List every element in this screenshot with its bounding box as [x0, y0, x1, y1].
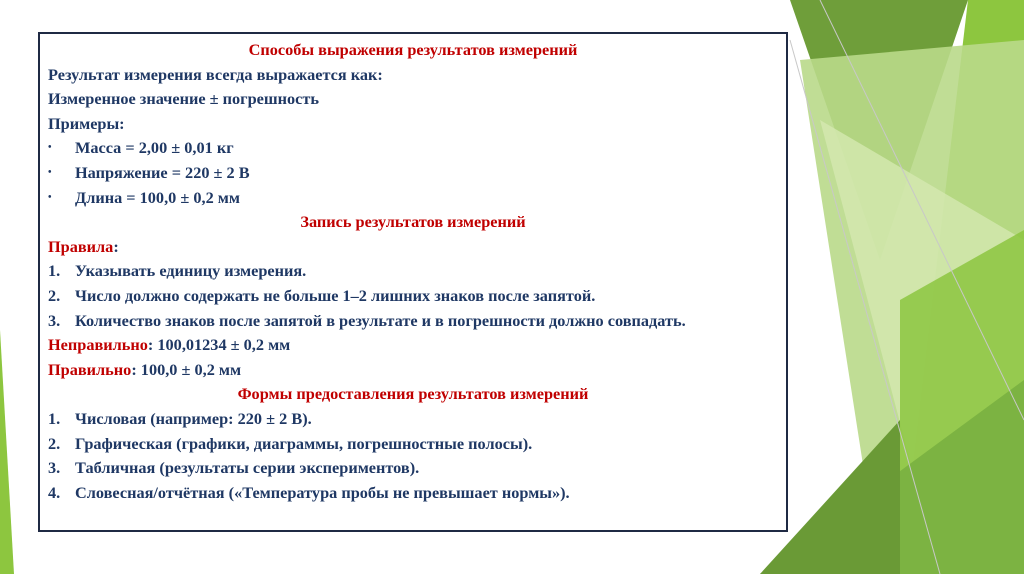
- rule-number: 3.: [48, 310, 61, 330]
- wrong-example: [48, 333, 778, 358]
- section-title-recording: Запись результатов измерений: [300, 212, 526, 232]
- bullet-icon: •: [48, 142, 52, 154]
- rule-item: [48, 309, 778, 334]
- form-text: Числовая (например: 220 ± 2 В).: [75, 408, 312, 428]
- bullet-icon: •: [48, 191, 52, 203]
- section-title-forms: Формы предоставления результатов измерений: [237, 384, 589, 404]
- example-text: Масса = 2,00 ± 0,01 кг: [75, 138, 234, 158]
- text-line: Результат измерения всегда выражается как:: [48, 64, 383, 84]
- right-example: [48, 358, 778, 383]
- example-text: Длина = 100,0 ± 0,2 мм: [75, 187, 240, 207]
- examples-label: Примеры:: [48, 113, 125, 133]
- form-item: [48, 432, 778, 457]
- form-number: 2.: [48, 433, 61, 453]
- rule-item: [48, 284, 778, 309]
- rule-text: Количество знаков после запятой в результате и в погрешности должно совпадать.: [75, 310, 686, 330]
- form-item: [48, 407, 778, 432]
- rule-text: Указывать единицу измерения.: [75, 261, 307, 281]
- form-number: 1.: [48, 408, 61, 428]
- form-item: [48, 456, 778, 481]
- form-number: 3.: [48, 458, 61, 478]
- form-text: Табличная (результаты серии экспериментов).: [75, 458, 420, 478]
- wrong-label: Неправильно: [48, 335, 148, 355]
- content-box: [38, 32, 788, 532]
- green-shape-left-edge: [0, 330, 14, 574]
- form-item: [48, 481, 778, 506]
- form-text: Словесная/отчётная («Температура пробы не превышает нормы»).: [75, 482, 570, 502]
- rule-text: Число должно содержать не больше 1–2 лишних знаков после запятой.: [75, 285, 596, 305]
- example-item: [48, 136, 778, 161]
- wrong-value: : 100,01234 ± 0,2 мм: [147, 335, 291, 355]
- text-line: Измеренное значение ± погрешность: [48, 89, 319, 109]
- right-label: Правильно: [48, 359, 132, 379]
- example-item: [48, 161, 778, 186]
- section-title-expression: Способы выражения результатов измерений: [248, 40, 578, 59]
- rules-label: Правила: [48, 236, 114, 256]
- rule-item: [48, 259, 778, 284]
- rules-colon: :: [113, 236, 119, 256]
- example-item: [48, 186, 778, 211]
- rule-number: 2.: [48, 285, 61, 305]
- example-text: Напряжение = 220 ± 2 В: [75, 162, 250, 182]
- rules-heading: [48, 235, 778, 260]
- form-number: 4.: [48, 482, 61, 502]
- form-text: Графическая (графики, диаграммы, погрешностные полосы).: [75, 433, 533, 453]
- rule-number: 1.: [48, 261, 61, 281]
- right-value: : 100,0 ± 0,2 мм: [131, 359, 242, 379]
- bullet-icon: •: [48, 166, 52, 178]
